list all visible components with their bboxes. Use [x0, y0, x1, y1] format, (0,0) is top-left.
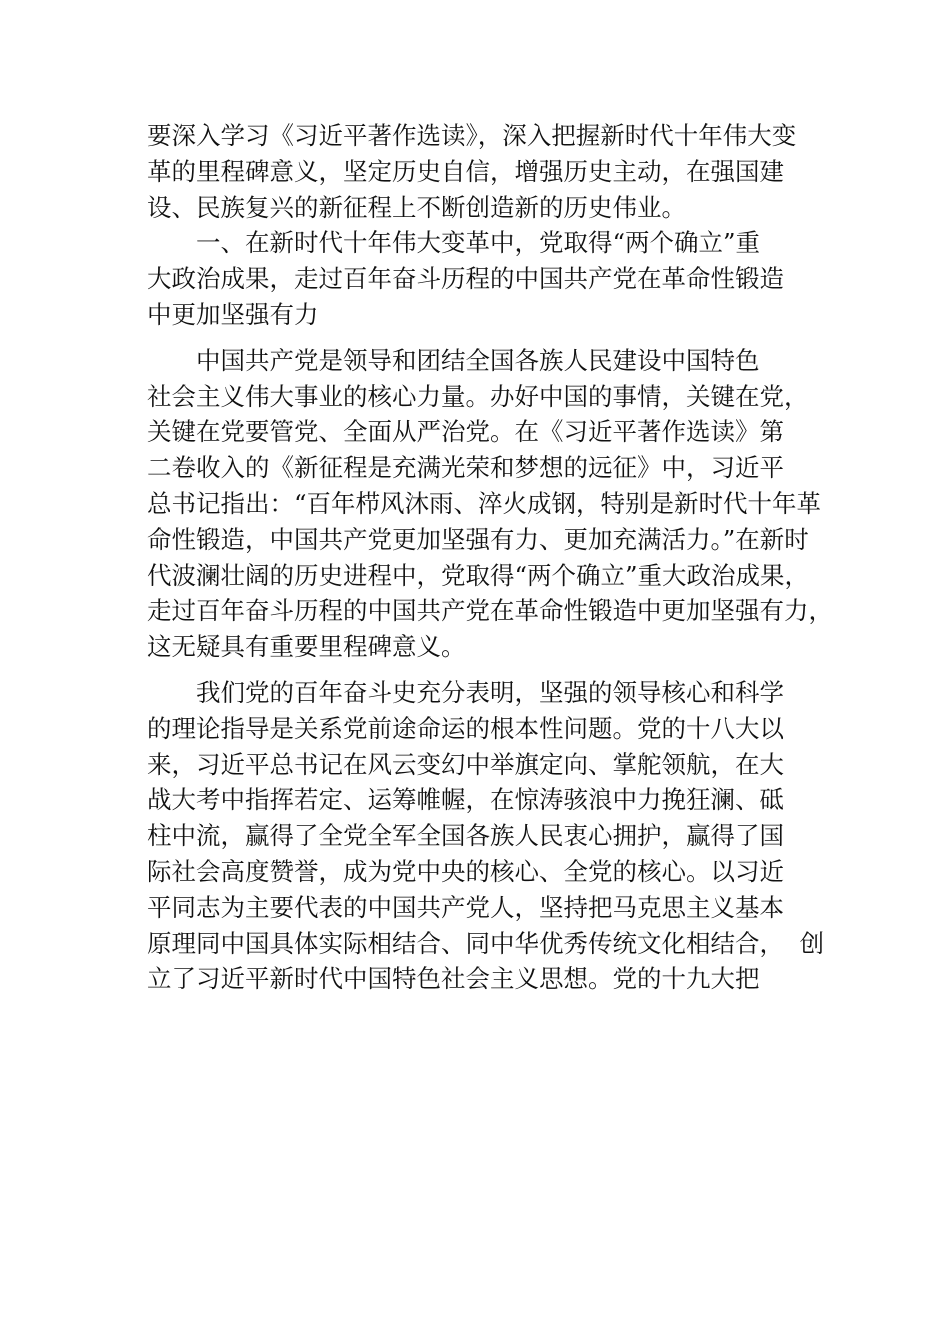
text-line: 际社会高度赞誉，成为党中央的核心、全党的核心。以习近	[147, 856, 784, 886]
text-line: 总书记指出：“百年栉风沐雨、淬火成钢，特别是新时代十年革	[147, 488, 822, 518]
text-line: 这无疑具有重要里程碑意义。	[147, 632, 466, 662]
text-line: 柱中流，赢得了全党全军全国各族人民衷心拥护，赢得了国	[147, 821, 784, 851]
text-line: 的理论指导是关系党前途命运的根本性问题。党的十八大以	[147, 713, 784, 743]
section-heading-line: 一、在新时代十年伟大变革中，党取得“两个确立”重	[196, 228, 761, 258]
text-line: 代波澜壮阔的历史进程中，党取得“两个确立”重大政治成果，	[147, 560, 810, 590]
text-line: 关键在党要管党、全面从严治党。在《习近平著作选读》第	[147, 417, 784, 447]
text-line: 原理同中国具体实际相结合、同中华优秀传统文化相结合， 创	[147, 928, 825, 958]
text-line: 走过百年奋斗历程的中国共产党在革命性锻造中更加坚强有力，	[147, 596, 833, 626]
text-line: 来，习近平总书记在风云变幻中举旗定向、掌舵领航，在大	[147, 749, 784, 779]
text-line: 社会主义伟大事业的核心力量。办好中国的事情，关键在党，	[147, 381, 809, 411]
section-heading-line: 大政治成果，走过百年奋斗历程的中国共产党在革命性锻造	[147, 264, 784, 294]
text-line: 战大考中指挥若定、运筹帷幄，在惊涛骇浪中力挽狂澜、砥	[147, 785, 784, 815]
text-line: 要深入学习《习近平著作选读》，深入把握新时代十年伟大变	[147, 121, 797, 150]
text-line: 设、民族复兴的新征程上不断创造新的历史伟业。	[147, 192, 686, 222]
text-line: 命性锻造，中国共产党更加坚强有力、更加充满活力。”在新时	[147, 524, 809, 554]
text-line: 立了习近平新时代中国特色社会主义思想。党的十九大把	[147, 964, 760, 994]
text-line: 平同志为主要代表的中国共产党人，坚持把马克思主义基本	[147, 892, 784, 922]
text-line: 革的里程碑意义，坚定历史自信，增强历史主动，在强国建	[147, 156, 784, 186]
section-heading-line: 中更加坚强有力	[147, 299, 319, 329]
text-line: 二卷收入的《新征程是充满光荣和梦想的远征》中，习近平	[147, 453, 784, 483]
text-line: 中国共产党是领导和团结全国各族人民建设中国特色	[196, 345, 760, 375]
body-text	[147, 118, 847, 997]
text-line: 我们党的百年奋斗史充分表明，坚强的领导核心和科学	[196, 677, 784, 707]
